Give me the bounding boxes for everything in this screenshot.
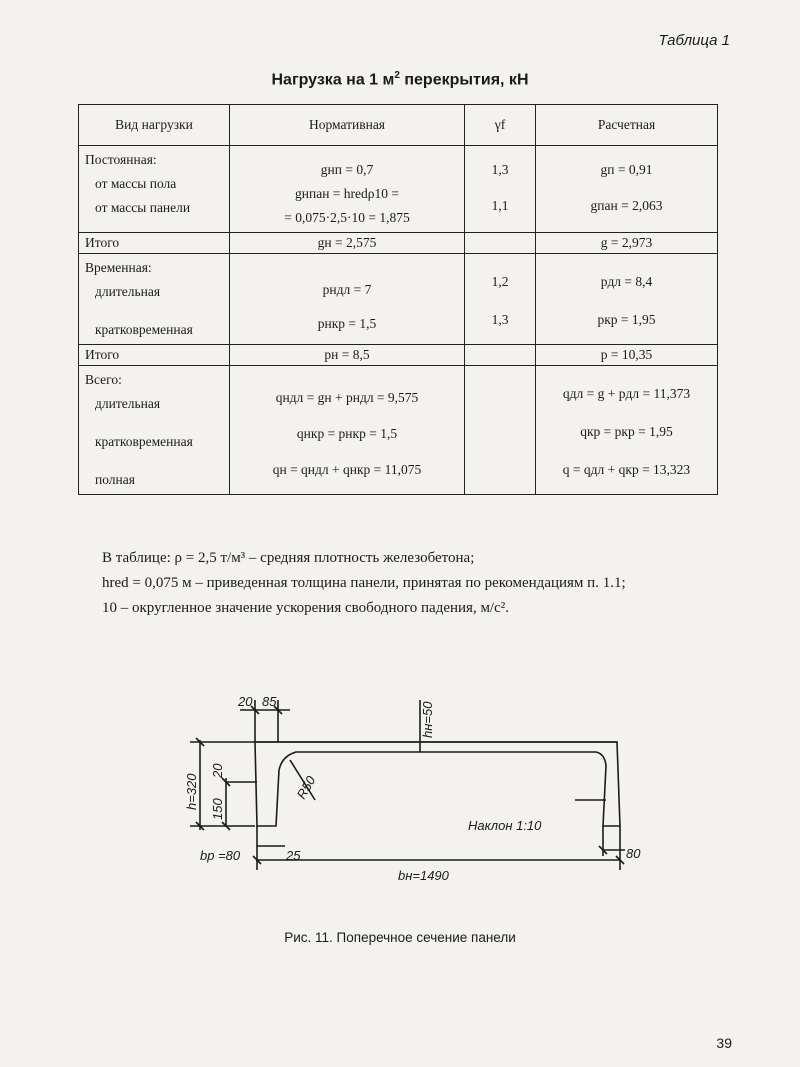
cell-gamma — [465, 345, 536, 366]
table-row-temporary — [79, 254, 718, 345]
panel-cross-section-drawing — [0, 660, 800, 920]
note-density: В таблице: ρ = 2,5 т/м³ – средняя плотность железобетона; — [102, 550, 475, 566]
cell-type: Итого — [79, 233, 230, 254]
cell-type: Итого — [79, 345, 230, 366]
cell-design: g = 2,973 — [536, 233, 718, 254]
cell-normative: gн = 2,575 — [230, 233, 465, 254]
cell-design: p = 10,35 — [536, 345, 718, 366]
dim-150: 150 — [210, 798, 225, 820]
dim-r50: R50 — [293, 773, 319, 802]
cell-design: gп = 0,91 gпан = 2,063 — [536, 146, 718, 233]
dim-80-right: 80 — [626, 846, 641, 861]
cell-type: Временная: длительная кратковременная — [79, 254, 230, 345]
table-row-total-permanent — [79, 233, 718, 254]
cell-normative: pндл = 7 pнкр = 1,5 — [230, 254, 465, 345]
cell-type: Всего: длительная кратковременная полная — [79, 366, 230, 495]
cell-type: Постоянная: от массы пола от массы панели — [79, 146, 230, 233]
notes — [78, 546, 728, 621]
page-number: 39 — [716, 1035, 732, 1051]
cell-gamma — [465, 233, 536, 254]
header-design: Расчетная — [536, 105, 718, 146]
table-title: Нагрузка на 1 $м^2$ перекрытия, кН — [271, 70, 529, 89]
header-gamma: γf — [465, 105, 536, 146]
header-normative: Нормативная — [230, 105, 465, 146]
dim-25: 25 — [286, 848, 301, 863]
note-gravity: 10 – округленное значение ускорения свободного падения, м/с². — [102, 600, 510, 616]
cell-design: pдл = 8,4 pкр = 1,95 — [536, 254, 718, 345]
dim-85-top: 85 — [262, 694, 277, 709]
table-header-row — [79, 105, 718, 146]
dim-bp: bр =80 — [200, 848, 241, 863]
dim-20-top: 20 — [238, 694, 253, 709]
cell-gamma — [465, 366, 536, 495]
table-row-all — [79, 366, 718, 495]
cell-design: qдл = g + pдл = 11,373 qкр = pкр = 1,95 q = qдл + qкр = 13,323 — [536, 366, 718, 495]
dim-20-side: 20 — [210, 763, 225, 778]
cell-gamma: 1,2 1,3 — [465, 254, 536, 345]
note-thickness: hred = 0,075 м – приведенная толщина панели, принятая по рекомендациям п. 1.1; — [102, 575, 626, 591]
cell-normative: qндл = gн + pндл = 9,575 qнкр = pнкр = 1,5 qн = qндл + qнкр = 11,075 — [230, 366, 465, 495]
figure-caption: Рис. 11. Поперечное сечение панели — [284, 930, 516, 945]
loads-table — [78, 104, 718, 495]
slope-label: Наклон 1:10 — [468, 818, 542, 833]
dim-bn: bн=1490 — [398, 868, 449, 883]
cell-normative: pн = 8,5 — [230, 345, 465, 366]
table-row-permanent — [79, 146, 718, 233]
dim-h: h=320 — [184, 773, 199, 810]
table-number: Таблица 1 — [658, 32, 730, 49]
cell-normative: gнп = 0,7 gнпан = hredρ10 = = 0,075·2,5·10 = 1,875 — [230, 146, 465, 233]
dim-hn: hн=50 — [420, 701, 435, 738]
header-load-type: Вид нагрузки — [79, 105, 230, 146]
table-row-total-temporary — [79, 345, 718, 366]
cell-gamma: 1,3 1,1 — [465, 146, 536, 233]
